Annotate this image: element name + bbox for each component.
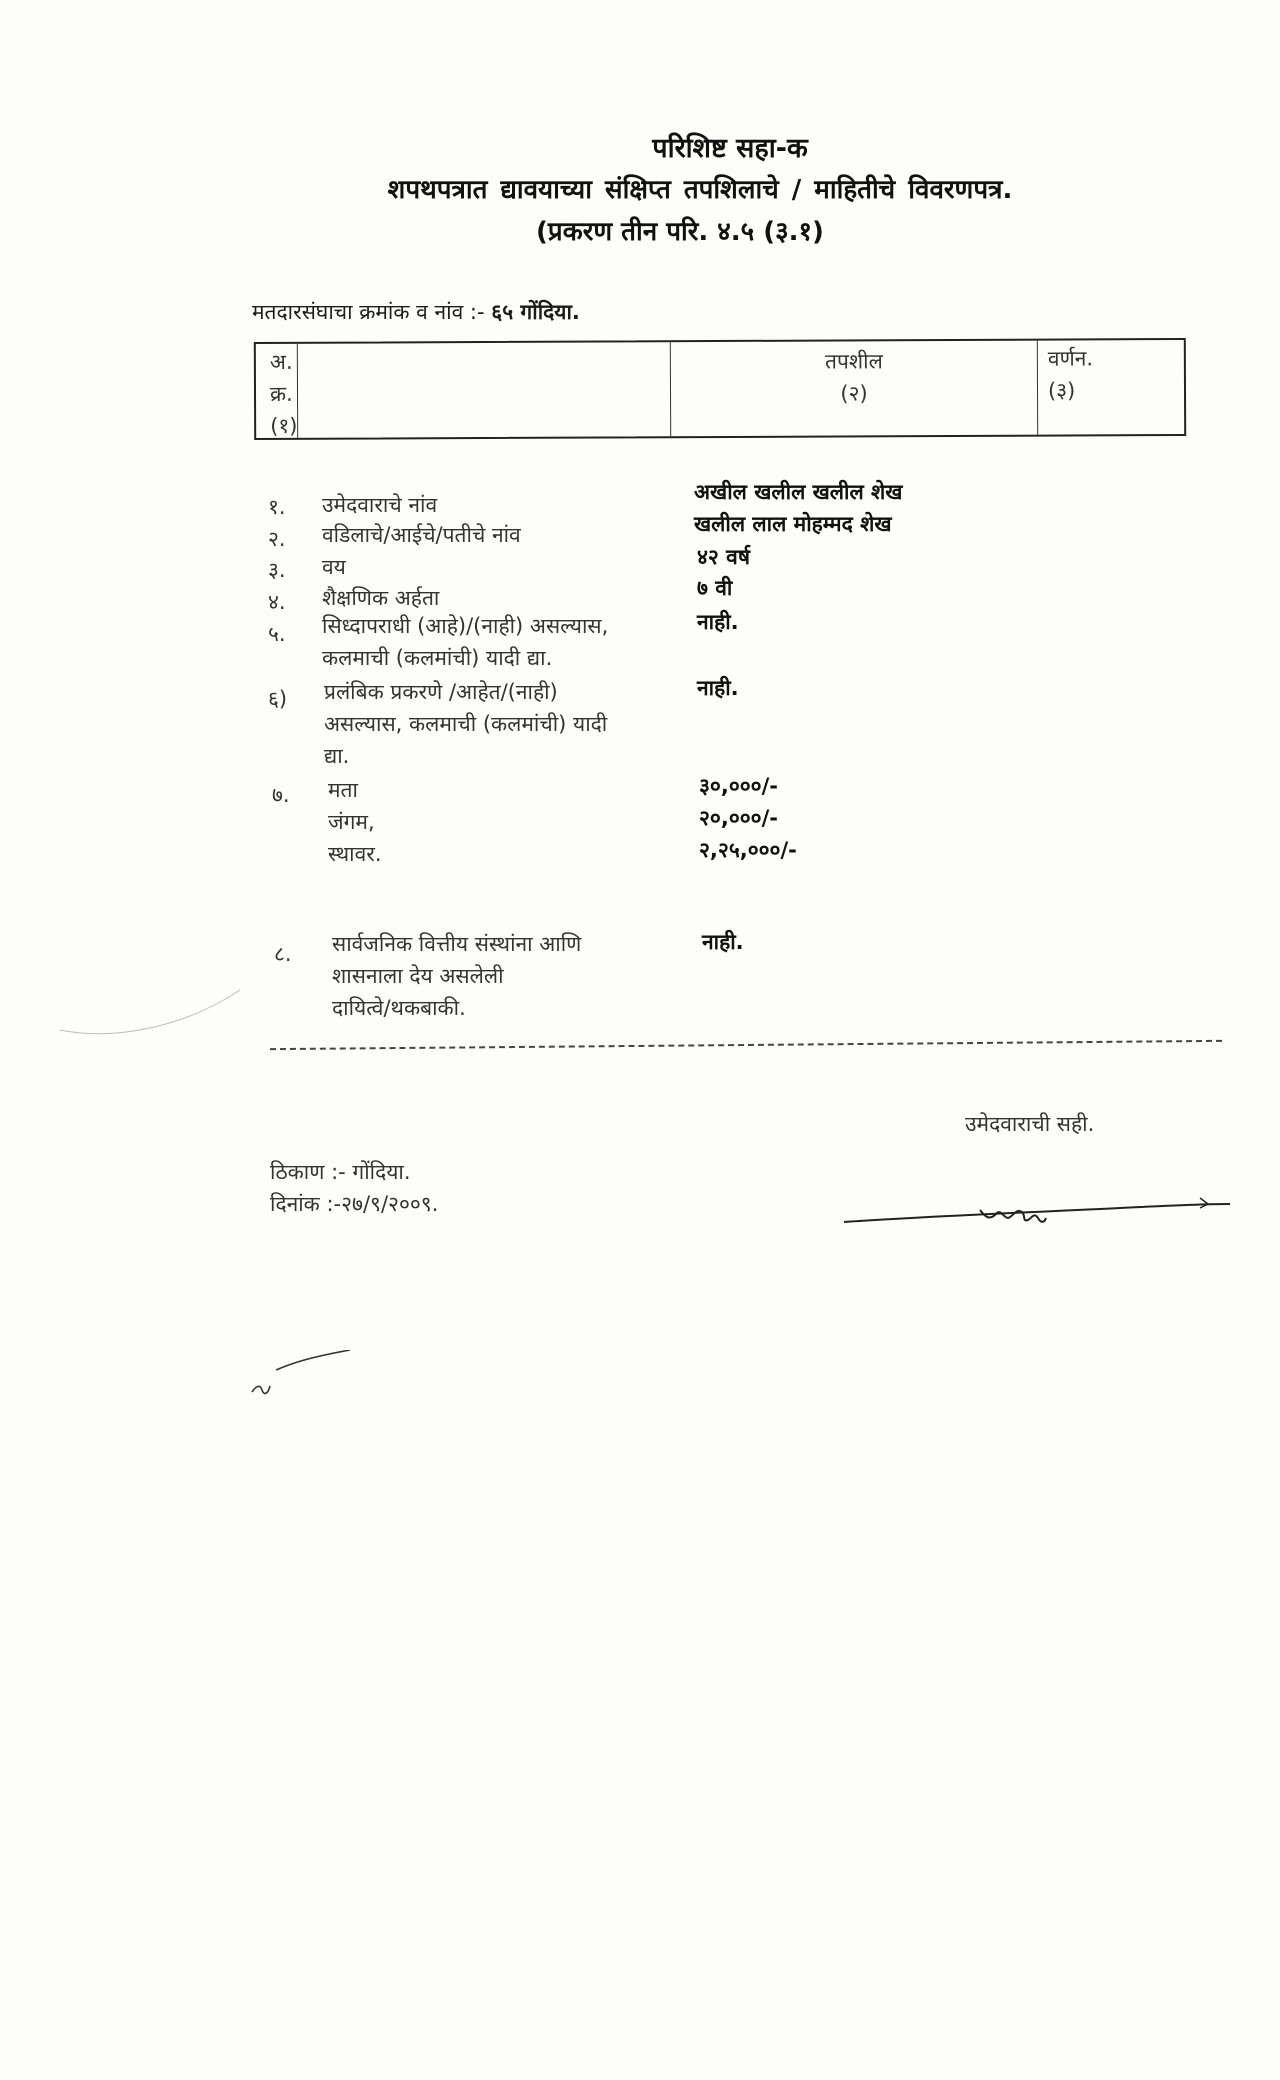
header-col-blank	[298, 342, 671, 438]
row-label	[332, 928, 682, 1024]
row-value	[694, 476, 902, 508]
row-value	[699, 770, 797, 866]
constituency-value: ६५ गोंदिया.	[491, 300, 580, 324]
row-label	[328, 774, 678, 870]
date-line: दिनांक :-२७/९/२००९.	[270, 1192, 439, 1216]
row-number: ८.	[274, 942, 292, 966]
row-label-line: असल्यास, कलमाची (कलमांची) यादी	[324, 712, 608, 736]
row-value	[694, 508, 892, 540]
row-number: ५.	[268, 622, 286, 646]
row-number: ६)	[268, 687, 288, 711]
row-value	[702, 926, 744, 958]
header-table	[254, 338, 1186, 440]
row-value-line: ७ वी	[697, 576, 733, 600]
row-label-line: सिध्दापराधी (आहे)/(नाही) असल्यास,	[322, 614, 609, 638]
row-label-line: प्रलंबिक प्रकरणे /आहेत/(नाही)	[324, 680, 558, 704]
constituency-line	[252, 298, 580, 326]
row-value-line: नाही.	[702, 930, 744, 954]
row-value-line: नाही.	[697, 676, 739, 700]
row-number: ३.	[268, 558, 286, 582]
row-number: २.	[268, 527, 286, 551]
row-label-line: कलमाची (कलमांची) यादी द्या.	[322, 646, 553, 670]
chapter-reference: (प्रकरण तीन परि. ४.५ (३.१)	[536, 217, 824, 247]
signature-label: उमेदवाराची सही.	[965, 1112, 1095, 1136]
row-value-line: २,२५,०००/-	[699, 838, 797, 862]
row-number: ७.	[272, 783, 290, 807]
row-label	[322, 519, 672, 551]
row-label-line: शैक्षणिक अर्हता	[322, 586, 440, 610]
row-number: ४.	[268, 590, 286, 614]
row-label-line: वय	[322, 555, 346, 579]
header-col-details	[671, 341, 1038, 437]
row-label-line: दायित्वे/थकबाकी.	[332, 996, 466, 1020]
header-col-serial-line: अ.	[269, 349, 293, 374]
row-label	[324, 676, 674, 772]
row-label-line: द्या.	[324, 744, 350, 768]
row-value	[697, 606, 739, 638]
place-line: ठिकाण :- गोंदिया.	[270, 1160, 411, 1184]
row-value	[697, 541, 750, 573]
candidate-signature	[840, 1186, 1240, 1236]
row-label-line: शासनाला देय असलेली	[332, 964, 504, 988]
header-col-details-line: (२)	[840, 381, 868, 406]
row-value-line: ३०,०००/-	[699, 774, 778, 798]
row-value-line: २०,०००/-	[699, 806, 778, 830]
constituency-label: मतदारसंघाचा क्रमांक व नांव :-	[252, 300, 485, 324]
dashed-separator	[270, 1040, 1222, 1050]
row-value-line: नाही.	[697, 610, 739, 634]
row-label-line: स्थावर.	[328, 842, 382, 866]
pen-mark	[246, 1350, 356, 1410]
row-label-line: वडिलाचे/आईचे/पतीचे नांव	[322, 523, 521, 547]
header-col-serial	[256, 344, 298, 438]
scan-smudge	[50, 980, 250, 1040]
row-label	[322, 610, 672, 674]
header-col-details-line: तपशील	[824, 349, 883, 374]
row-value-line: अखील खलील खलील शेख	[694, 480, 903, 504]
row-value	[697, 572, 732, 604]
header-col-serial-line: क्र.	[269, 381, 293, 406]
header-col-serial-line: (१)	[270, 413, 298, 438]
row-label-line: मता	[328, 778, 358, 802]
appendix-title: परिशिष्ट सहा-क	[652, 133, 808, 164]
header-col-description-line: वर्णन.	[1047, 346, 1094, 371]
header-col-description	[1038, 340, 1184, 435]
row-label	[322, 551, 672, 583]
document-title: शपथपत्रात द्यावयाच्या संक्षिप्त तपशिलाचे / माहितीचे विवरणपत्र.	[387, 175, 1013, 205]
row-label-line: उमेदवाराचे नांव	[322, 493, 438, 517]
row-label-line: जंगम,	[328, 810, 375, 834]
row-value	[697, 672, 739, 704]
row-value-line: ४२ वर्ष	[697, 545, 750, 569]
row-label	[322, 489, 672, 521]
row-number: १.	[268, 495, 286, 519]
row-value-line: खलील लाल मोहम्मद शेख	[694, 512, 892, 536]
row-label-line: सार्वजनिक वित्तीय संस्थांना आणि	[332, 932, 582, 956]
header-col-description-line: (३)	[1047, 378, 1076, 403]
